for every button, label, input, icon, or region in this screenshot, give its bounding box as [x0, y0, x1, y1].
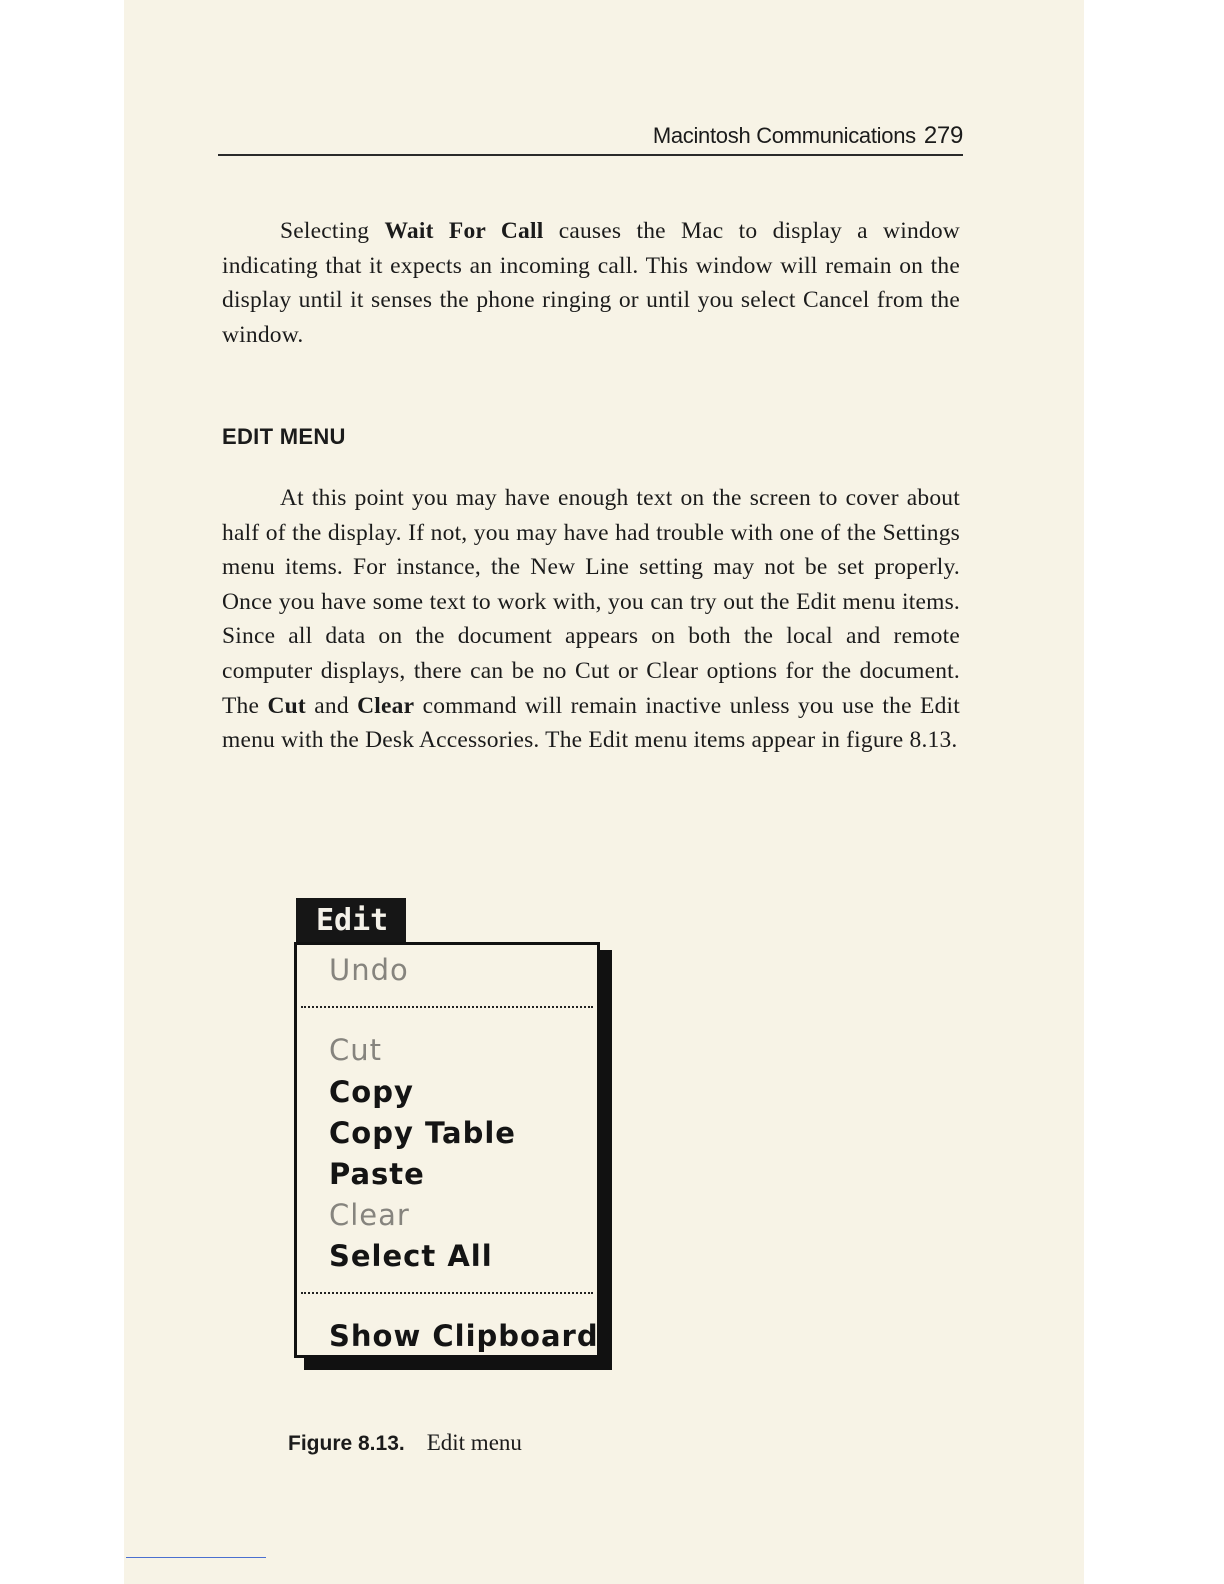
paragraph1-text-start: Selecting: [280, 218, 385, 244]
menu-item-undo[interactable]: Undo: [329, 953, 409, 987]
wait-for-call-term: Wait For Call: [384, 218, 544, 244]
menu-item-copy[interactable]: Copy: [329, 1075, 414, 1109]
edit-menu-dropdown: [294, 942, 600, 1358]
menu-item-copy-table[interactable]: Copy Table: [329, 1116, 516, 1150]
menu-item-cut[interactable]: Cut: [329, 1033, 382, 1067]
cut-term: Cut: [267, 692, 306, 719]
paragraph2-text-2: and: [305, 692, 358, 719]
menu-item-clear[interactable]: Clear: [329, 1198, 410, 1232]
menu-separator: [301, 1006, 593, 1008]
menu-title-edit[interactable]: Edit: [296, 898, 406, 946]
paragraph-edit-menu: [222, 481, 960, 758]
clear-term: Clear: [357, 692, 415, 719]
running-head: [218, 118, 963, 156]
figure-caption-text: Edit menu: [426, 1430, 522, 1455]
paragraph-wait-for-call: [222, 214, 960, 352]
paragraph2-text-1: At this point you may have enough text on the screen to cover about half of the display. If not, you may have had trouble with one of the Settings menu items. For instance, the New Line setting may not be set properly. Once you have some text to work with, you can try out the Edit menu items. Since all data on the document appears on both the local and remote computer displays, there can be no Cut or Clear options for the document. The: [222, 485, 960, 719]
menu-item-show-clipboard[interactable]: Show Clipboard: [329, 1319, 599, 1353]
paragraph2-text-3: command will remain inactive unless you use the Edit menu with the Desk Accessories. The Edit menu items appear in figure 8.13.: [222, 692, 960, 754]
section-heading-edit-menu: EDIT MENU: [222, 424, 346, 449]
bottom-rule: [126, 1557, 266, 1558]
running-head-title: Macintosh Communications: [652, 123, 916, 148]
menu-item-select-all[interactable]: Select All: [329, 1239, 493, 1273]
figure-label: Figure 8.13.: [288, 1432, 405, 1455]
page-number: 279: [923, 122, 963, 149]
figure-caption: [288, 1430, 522, 1456]
menu-separator: [301, 1292, 593, 1294]
menu-item-paste[interactable]: Paste: [329, 1157, 425, 1191]
paragraph1-text-end: causes the Mac to display a window indicating that it expects an incoming call. This window will remain on the display until it senses the phone ringing or until you select Cancel from the window.: [222, 218, 960, 348]
